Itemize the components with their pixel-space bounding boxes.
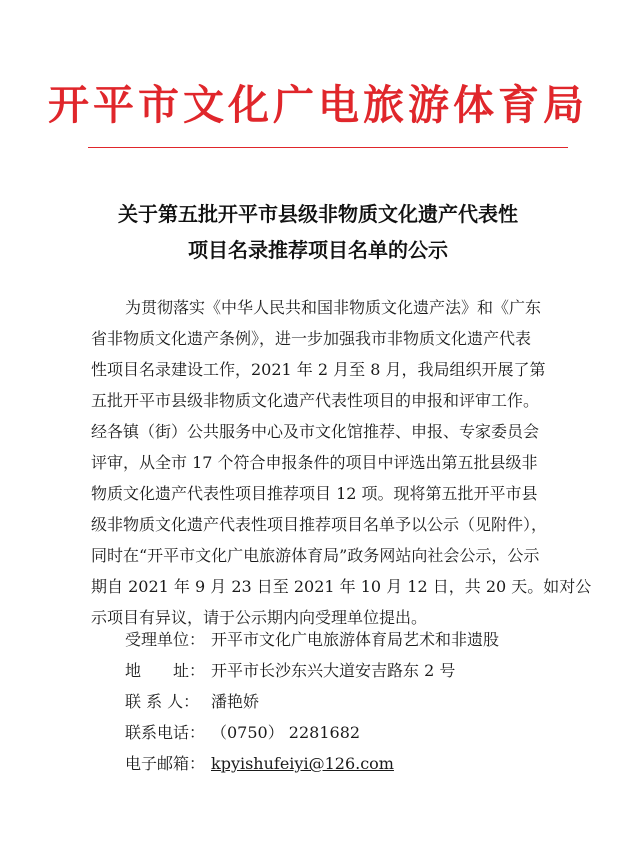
body-line: 物质文化遗产代表性项目推荐项目 12 项。现将第五批开平市县: [91, 484, 538, 503]
body-line: 评审，从全市 17 个符合申报条件的项目中评选出第五批县级非: [91, 453, 538, 472]
document-title-line-1: 关于第五批开平市县级非物质文化遗产代表性: [118, 202, 518, 226]
contact-person-label: 联 系 人：: [125, 692, 200, 711]
header-red-rule: [88, 147, 568, 148]
document-title: [0, 196, 636, 268]
body-line: 经各镇（街）公共服务中心及市文化馆推荐、申报、专家委员会: [91, 422, 540, 441]
body-line: 示项目有异议，请于公示期内向受理单位提出。: [91, 608, 428, 627]
contact-address-row: [125, 655, 499, 686]
body-line: 期自 2021 年 9 月 23 日至 2021 年 10 月 12 日，共 20 天。如对公: [91, 577, 592, 596]
body-line: 五批开平市县级非物质文化遗产代表性项目的申报和评审工作。: [91, 391, 540, 410]
contact-info: [125, 624, 499, 779]
contact-phone-row: [125, 717, 499, 748]
contact-address-value: 开平市长沙东兴大道安吉路东 2 号: [211, 661, 456, 680]
contact-email-row: [125, 748, 499, 779]
body-line: 为贯彻落实《中华人民共和国非物质文化遗产法》和《广东: [125, 298, 542, 317]
contact-unit-value: 开平市文化广电旅游体育局艺术和非遗股: [211, 630, 500, 649]
contact-person-value: 潘艳娇: [211, 692, 260, 711]
contact-unit-row: [125, 624, 499, 655]
body-line: 性项目名录建设工作，2021 年 2 月至 8 月，我局组织开展了第: [91, 360, 546, 379]
organization-header: 开平市文化广电旅游体育局: [48, 81, 588, 129]
contact-email-link[interactable]: kpyishufeiyi@126.com: [211, 754, 394, 773]
notice-body: [91, 292, 592, 633]
body-line: 级非物质文化遗产代表性项目推荐项目名单予以公示（见附件），: [91, 515, 548, 534]
contact-address-label: 地 址：: [125, 661, 206, 680]
document-title-line-2: 项目名录推荐项目名单的公示: [188, 238, 448, 262]
body-line: 同时在“开平市文化广电旅游体育局”政务网站向社会公示，公示: [91, 546, 540, 565]
contact-phone-value: （0750） 2281682: [211, 723, 361, 742]
contact-email-label: 电子邮箱：: [125, 754, 206, 773]
contact-unit-label: 受理单位：: [125, 630, 206, 649]
body-line: 省非物质文化遗产条例》，进一步加强我市非物质文化遗产代表: [91, 329, 532, 348]
contact-person-row: [125, 686, 499, 717]
contact-phone-label: 联系电话：: [125, 723, 206, 742]
